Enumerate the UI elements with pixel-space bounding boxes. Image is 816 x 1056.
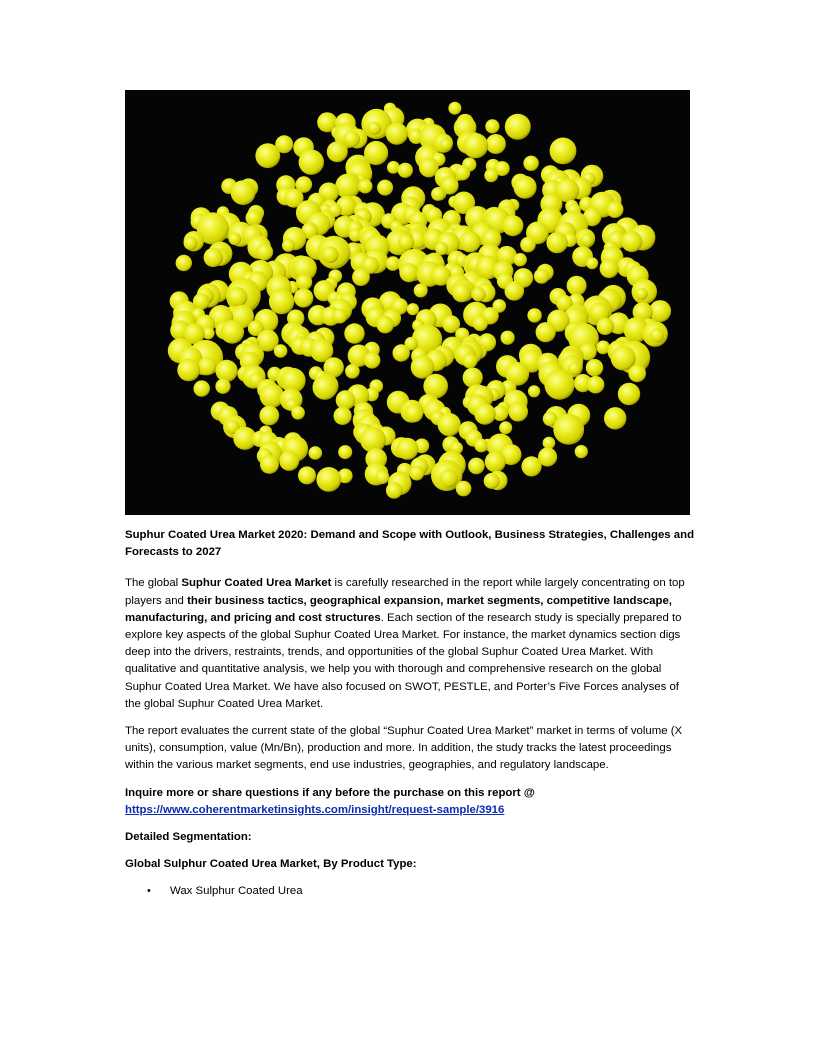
granule xyxy=(176,255,192,271)
granule xyxy=(231,180,256,205)
granule xyxy=(528,385,540,397)
granule xyxy=(344,323,364,343)
granule xyxy=(194,380,210,396)
granule xyxy=(377,180,393,196)
granule xyxy=(414,284,428,298)
granule xyxy=(463,133,488,158)
granule xyxy=(568,362,581,375)
granule xyxy=(294,288,313,307)
granule xyxy=(184,236,198,250)
granule xyxy=(282,239,295,252)
granule xyxy=(215,379,230,394)
bullet-icon: • xyxy=(147,885,151,898)
granule xyxy=(260,384,284,408)
granule xyxy=(514,176,537,199)
granule xyxy=(536,322,556,342)
granule xyxy=(448,102,461,115)
article-body xyxy=(125,527,695,901)
granule xyxy=(398,163,413,178)
granule xyxy=(377,316,394,333)
product-type-heading: Global Sulphur Coated Urea Market, By Product Type: xyxy=(125,858,417,871)
granule xyxy=(621,231,642,252)
granule xyxy=(636,288,648,300)
granule xyxy=(581,233,594,246)
granule xyxy=(352,268,370,286)
granule xyxy=(274,344,288,358)
granule xyxy=(534,268,549,283)
list-item xyxy=(125,883,695,900)
granule xyxy=(221,320,245,344)
granule xyxy=(368,122,381,135)
granule xyxy=(546,232,567,253)
granule xyxy=(198,357,216,375)
granule xyxy=(586,257,598,269)
granule xyxy=(386,123,408,145)
granule xyxy=(216,360,238,382)
list-item-label: Wax Sulphur Coated Urea xyxy=(170,885,303,898)
granule xyxy=(485,451,506,472)
granule xyxy=(575,445,588,458)
granule xyxy=(440,138,453,151)
granule xyxy=(393,344,410,361)
granule xyxy=(316,467,341,492)
granule xyxy=(439,469,457,487)
granule xyxy=(514,253,527,266)
granule xyxy=(607,201,624,218)
granule xyxy=(502,215,523,236)
granule xyxy=(259,406,279,426)
granule xyxy=(508,402,528,422)
granule xyxy=(313,375,338,400)
granule xyxy=(229,233,242,246)
granule xyxy=(204,248,223,267)
granule xyxy=(550,138,577,165)
granule xyxy=(597,318,614,335)
granule xyxy=(485,119,499,133)
granule xyxy=(484,169,498,183)
granule xyxy=(438,413,461,436)
granule xyxy=(474,403,495,424)
granule xyxy=(468,458,485,475)
granule xyxy=(298,466,316,484)
granule xyxy=(471,287,485,301)
granule xyxy=(345,364,360,379)
granule xyxy=(333,309,348,324)
granule xyxy=(628,365,646,383)
granule xyxy=(523,156,538,171)
granule xyxy=(335,174,360,199)
granule xyxy=(456,481,472,497)
granule xyxy=(279,451,299,471)
granule xyxy=(473,316,488,331)
inquire-paragraph xyxy=(125,785,695,819)
granule xyxy=(586,359,603,376)
granule xyxy=(407,303,419,315)
granule xyxy=(299,150,324,175)
granule xyxy=(618,383,640,405)
granule xyxy=(256,244,273,261)
inquire-text: Inquire more or share questions if any before the purchase on this report @ xyxy=(125,786,535,799)
granule xyxy=(255,143,280,168)
granule xyxy=(452,283,471,302)
segmentation-heading: Detailed Segmentation: xyxy=(125,831,252,844)
granule xyxy=(343,131,360,148)
granule xyxy=(527,308,541,322)
granule xyxy=(396,438,418,460)
granule xyxy=(177,359,200,382)
granule xyxy=(327,141,348,162)
intro-paragraph: The global Suphur Coated Urea Market is carefully researched in the report while largely concentrating on top players and their business tactics, geographical expansion, market segments, competitive landscape, manufacturing, and pricing and cost structures. Each section of the research study is specially prepared to explore key aspects of the global Suphur Coated Urea Market. For instance, the market dynamics section digs deep into the drivers, restraints, trends, and opportunities of the global Suphur Coated Urea Market. With qualitative and quantitative analysis, we help you with thorough and comprehensive research on the global Suphur Coated Urea Market. We have also focused on SWOT, PESTLE, and Porter’s Five Forces analyses of the global Suphur Coated Urea Market. xyxy=(125,577,685,710)
granule xyxy=(462,353,477,368)
granule xyxy=(553,414,584,445)
granules-graphic xyxy=(125,90,690,515)
granule xyxy=(567,276,587,296)
tactics-emphasis: their business tactics, geographical expansion, market segments, competitive landscape, manufacturing, and pricing and cost structures xyxy=(125,594,672,624)
granule xyxy=(405,404,424,423)
urea-granules-image xyxy=(125,90,690,515)
granule xyxy=(269,289,294,314)
granule xyxy=(376,470,390,484)
granule xyxy=(322,246,339,263)
granule xyxy=(431,187,445,201)
granule xyxy=(544,370,574,400)
granule xyxy=(543,437,556,450)
granule xyxy=(386,482,403,499)
granule xyxy=(499,421,512,434)
granule xyxy=(358,179,372,193)
granule xyxy=(227,287,247,307)
granule xyxy=(587,376,605,394)
product-type-list xyxy=(125,883,695,900)
granule xyxy=(505,281,525,301)
granule xyxy=(501,331,515,345)
granule xyxy=(409,466,424,481)
granule xyxy=(336,390,356,410)
granule xyxy=(486,134,506,154)
granule xyxy=(260,455,279,474)
granule xyxy=(398,234,414,250)
granule xyxy=(650,328,664,342)
granule xyxy=(522,456,542,476)
granule xyxy=(460,231,481,252)
granule xyxy=(291,406,305,420)
granule xyxy=(520,237,536,253)
market-name-emphasis: Suphur Coated Urea Market xyxy=(181,577,332,590)
granule xyxy=(505,114,531,140)
granule xyxy=(309,446,323,460)
granule xyxy=(334,407,352,425)
request-sample-link[interactable]: https://www.coherentmarketinsights.com/insight/request-sample/3916 xyxy=(125,803,505,816)
article-title: Suphur Coated Urea Market 2020: Demand and Scope with Outlook, Business Strategies, Challenges and Forecasts to 2027 xyxy=(125,529,695,559)
granule xyxy=(399,263,418,282)
granule xyxy=(455,165,470,180)
granule xyxy=(364,352,381,369)
granule xyxy=(386,256,401,271)
granule xyxy=(484,473,500,489)
evaluation-paragraph: The report evaluates the current state of the global “Suphur Coated Urea Market” market in terms of volume (X units), consumption, value (Mn/Bn), production and more. In addition, the study tracks the latest proceedings within the various market segments, end use industries, geographies, and regulatory landscape. xyxy=(125,725,683,772)
granule xyxy=(600,259,619,278)
granule xyxy=(604,407,626,429)
granule xyxy=(246,209,263,226)
granule xyxy=(338,445,352,459)
granule xyxy=(474,439,488,453)
